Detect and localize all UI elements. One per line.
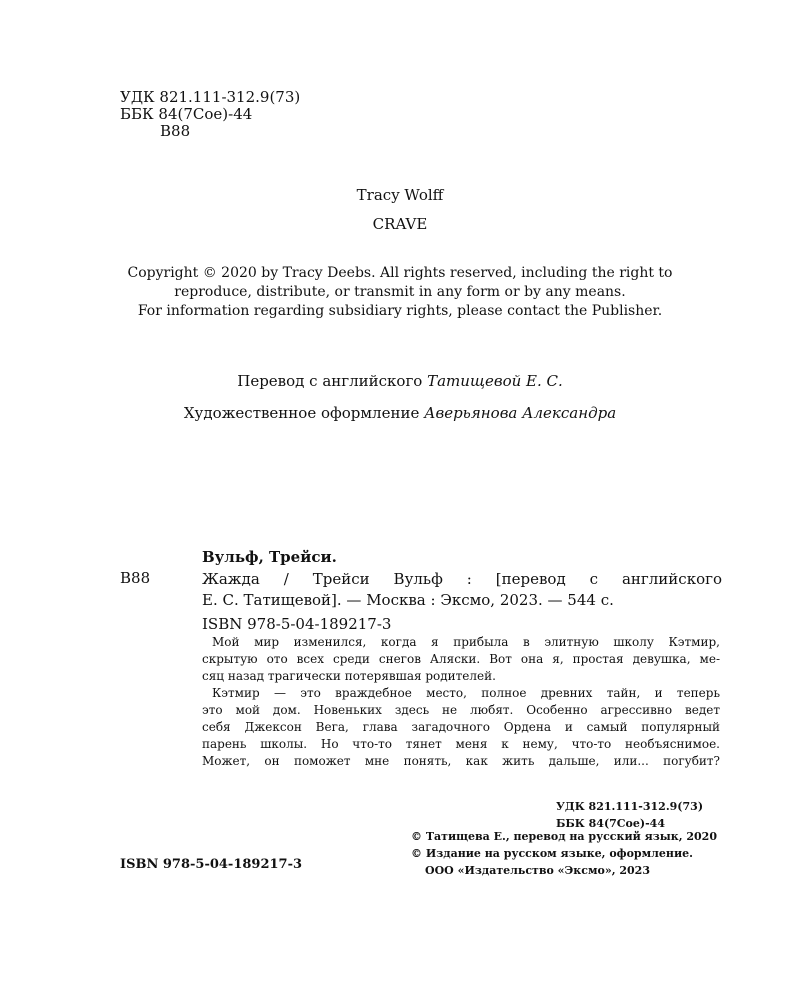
rights-line-3: ООО «Издательство «Эксмо», 2023	[425, 864, 650, 877]
bbk-code: ББК 84(7Сое)-44	[120, 105, 253, 123]
copyright-line-3: For information regarding subsidiary rights, please contact the Publisher.	[137, 303, 663, 319]
annotation-line: Может, он поможет мне понять, как жить дальше, или... погубит?	[202, 754, 720, 768]
classification-right	[556, 798, 703, 832]
bibliographic-line-1: Жажда / Трейси Вульф : [перевод с английского	[202, 570, 722, 588]
annotation-line: это мой дом. Новеньких здесь не любят. Особенно агрессивно ведет	[202, 703, 720, 717]
rights-line-2: © Издание на русском языке, оформление.	[411, 847, 693, 860]
translation-prefix: Перевод с английского	[237, 372, 428, 390]
rights-block	[411, 828, 717, 879]
bibliographic-code: В88	[120, 569, 151, 587]
annotation-line: себя Джексон Вега, глава загадочного Ордена и самый популярный	[202, 720, 720, 734]
translator-name: Татищевой Е. С.	[427, 372, 563, 390]
design-prefix: Художественное оформление	[183, 404, 425, 422]
isbn-bottom: ISBN 978-5-04-189217-3	[120, 857, 303, 872]
annotation	[202, 634, 720, 770]
isbn-main: ISBN 978-5-04-189217-3	[202, 615, 392, 633]
original-title: CRAVE	[372, 215, 428, 233]
author-mark: В88	[160, 122, 191, 140]
bbk-code-right: ББК 84(7Сое)-44	[556, 817, 665, 830]
annotation-line: парень школы. Но что-то тянет меня к нему, что-то необъяснимое.	[202, 737, 720, 751]
translation-credit	[0, 372, 800, 390]
bibliographic-description	[202, 569, 722, 611]
copyright-line-1: Copyright © 2020 by Tracy Deebs. All rights reserved, including the right to	[127, 265, 673, 281]
bibliographic-line-2: Е. С. Татищевой]. — Москва : Эксмо, 2023. — 544 с.	[202, 591, 614, 609]
annotation-line: Мой мир изменился, когда я прибыла в элитную школу Кэтмир,	[212, 635, 720, 649]
classification-block	[120, 88, 300, 139]
annotation-line: скрытую ото всех среди снегов Аляски. Вот она я, простая девушка, ме-	[202, 652, 720, 666]
designer-name: Аверьянова Александра	[424, 404, 617, 422]
design-credit	[0, 404, 800, 422]
copyright-line-2: reproduce, distribute, or transmit in any form or by any means.	[174, 284, 626, 300]
udk-code: УДК 821.111-312.9(73)	[120, 88, 301, 106]
bibliographic-heading: Вульф, Трейси.	[202, 548, 337, 566]
original-author: Tracy Wolff	[356, 186, 444, 204]
annotation-line: сяц назад трагически потерявшая родителей.	[202, 669, 496, 683]
rights-line-1: © Татищева Е., перевод на русский язык, 2020	[411, 830, 717, 843]
annotation-line: Кэтмир — это враждебное место, полное древних тайн, и теперь	[212, 686, 720, 700]
udk-code-right: УДК 821.111-312.9(73)	[556, 800, 704, 813]
